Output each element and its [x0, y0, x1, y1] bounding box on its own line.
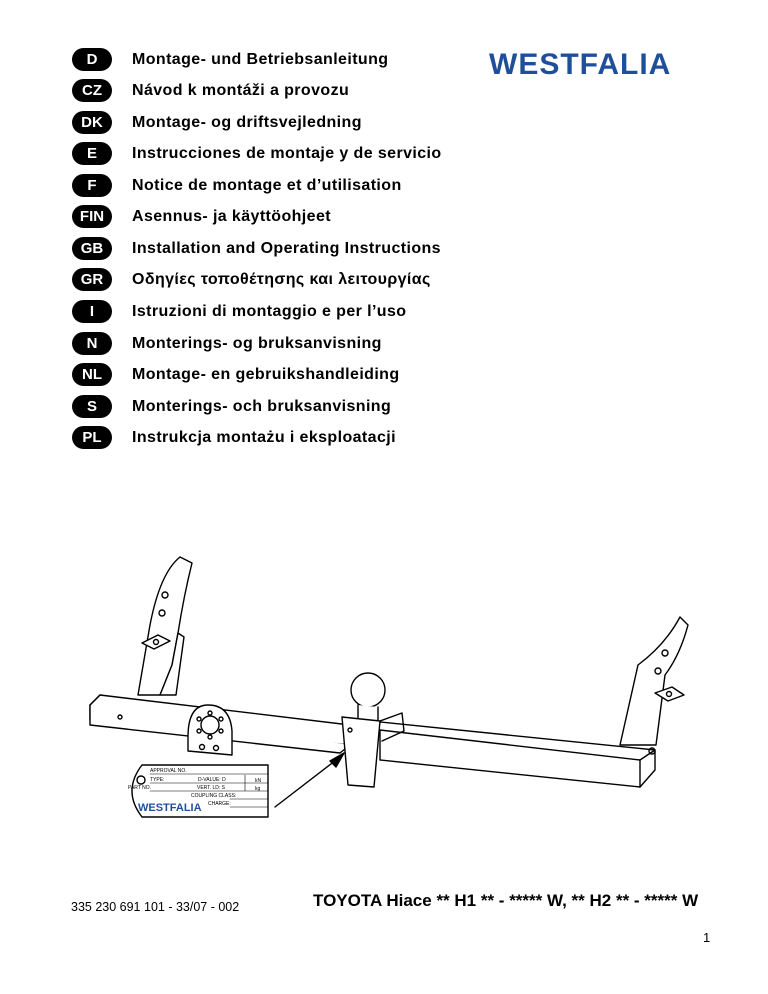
plate-d-value: D-VALUE: D	[198, 777, 226, 783]
language-title: Návod k montáži a provozu	[132, 82, 350, 99]
vehicle-model-title: TOYOTA Hiace ** H1 ** - ***** W, ** H2 ** - ***** W	[313, 891, 699, 910]
plate-approval-no: APPROVAL NO.	[150, 768, 187, 774]
language-title: Notice de montage et d’utilisation	[132, 177, 402, 194]
left-mounting-bracket	[138, 557, 192, 695]
language-title: Istruzioni di montaggio e per l’uso	[132, 303, 407, 320]
language-code-badge: D	[72, 48, 112, 71]
language-row-gb	[72, 237, 532, 261]
page-number: 1	[703, 930, 711, 945]
language-code-badge: F	[72, 174, 112, 197]
plate-unit-kg: kg	[255, 786, 261, 792]
plate-charge: CHARGE:	[208, 801, 231, 807]
language-row-f	[72, 174, 532, 198]
flange-plate	[188, 705, 232, 755]
language-code-badge: I	[72, 300, 112, 323]
language-code-badge: PL	[72, 426, 112, 449]
language-title: Montage- und Betriebsanleitung	[132, 51, 389, 68]
pointer-line	[275, 757, 340, 807]
language-code-badge: GB	[72, 237, 112, 260]
language-row-s	[72, 395, 532, 419]
language-row-n	[72, 332, 532, 356]
language-code-badge: DK	[72, 111, 112, 134]
right-mounting-bracket	[620, 617, 688, 754]
language-code-badge: CZ	[72, 79, 112, 102]
language-title: Monterings- och bruksanvisning	[132, 398, 392, 415]
language-code-badge: NL	[72, 363, 112, 386]
language-row-e	[72, 142, 532, 166]
language-code-badge: FIN	[72, 205, 112, 228]
language-title: Instrucciones de montaje y de servicio	[132, 145, 442, 162]
language-title: Installation and Operating Instructions	[132, 240, 441, 257]
language-title: Οδηγίες τοποθέτησης και λειτουργίας	[132, 271, 431, 288]
document-number: 335 230 691 101 - 33/07 - 002	[71, 900, 240, 914]
plate-brand: WESTFALIA	[138, 802, 202, 814]
language-row-fin	[72, 205, 532, 229]
language-title: Montage- og driftsvejledning	[132, 114, 362, 131]
language-code-badge: N	[72, 332, 112, 355]
plate-part-no: PART NO.	[128, 785, 152, 791]
towbar-illustration	[80, 555, 720, 875]
westfalia-logo: WESTFALIA	[489, 48, 672, 81]
language-row-i	[72, 300, 532, 324]
language-title: Monterings- og bruksanvisning	[132, 335, 382, 352]
language-title: Asennus- ja käyttöohjeet	[132, 208, 331, 225]
language-title: Montage- en gebruikshandleiding	[132, 366, 400, 383]
plate-coupling-class: COUPLING CLASS:	[191, 793, 237, 799]
plate-type: TYPE:	[150, 777, 165, 783]
language-row-cz	[72, 79, 532, 103]
language-row-dk	[72, 111, 532, 135]
type-plate	[128, 765, 268, 817]
language-row-d	[72, 48, 532, 72]
arrow-head	[330, 753, 344, 767]
plate-vert-ld: VERT. LD: S	[197, 785, 225, 791]
language-row-pl	[72, 426, 532, 450]
tow-ball	[342, 673, 404, 787]
plate-unit-kn: kN	[255, 778, 262, 784]
language-code-badge: S	[72, 395, 112, 418]
language-code-badge: GR	[72, 268, 112, 291]
language-row-nl	[72, 363, 532, 387]
language-title: Instrukcja montażu i eksploatacji	[132, 429, 396, 446]
language-row-gr	[72, 268, 532, 292]
language-code-badge: E	[72, 142, 112, 165]
